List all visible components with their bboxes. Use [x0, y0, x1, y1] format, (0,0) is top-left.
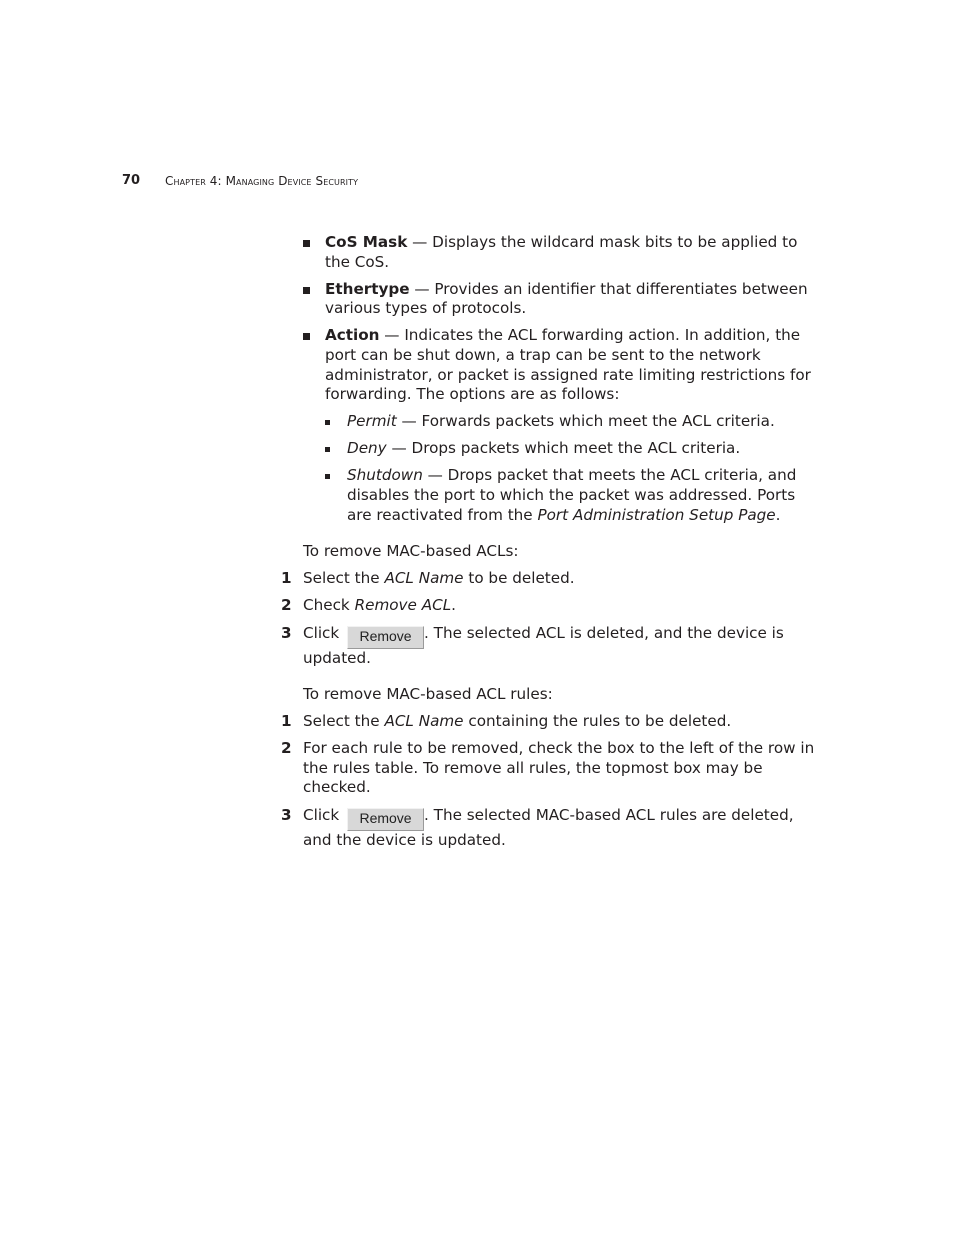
bullet-small-square-icon	[325, 447, 330, 452]
bullet-square-icon	[303, 240, 310, 247]
remove-acls-step-3	[281, 623, 823, 669]
bullet-small-square-icon	[325, 420, 330, 425]
field-desc: — Indicates the ACL forwarding action. In addition, the port can be shut down, a trap can be sent to the network administrator, or packet is assigned rate limiting restrictions for forwarding. The options are as follows:	[325, 326, 811, 404]
remove-acls-step-1	[281, 569, 823, 589]
step-text: Check	[303, 596, 355, 615]
action-options-list	[325, 412, 823, 525]
option-desc: — Drops packets which meet the ACL criteria.	[386, 439, 741, 458]
step-text: containing the rules to be deleted.	[463, 712, 732, 731]
step-text: For each rule to be removed, check the box to the left of the row in the rules table. To remove all rules, the topmost box may be checked.	[303, 739, 815, 797]
step-number: 1	[281, 569, 292, 588]
option-shutdown	[325, 466, 823, 525]
option-desc: — Drops packet that meets the ACL criteria, and disables the port to which the packet was addressed. Ports are reactivated from the	[347, 466, 797, 524]
remove-rules-intro: To remove MAC-based ACL rules:	[303, 685, 553, 704]
remove-button[interactable]: Remove	[347, 808, 424, 831]
step-text: .	[451, 596, 456, 615]
remove-rules-step-3	[281, 805, 823, 851]
field-term: Ethertype	[325, 279, 410, 298]
bullet-small-square-icon	[325, 474, 330, 479]
option-term: Shutdown	[347, 466, 423, 485]
option-desc: — Forwards packets which meet the ACL criteria.	[396, 412, 775, 431]
step-text: . The selected MAC-based ACL rules are deleted, and the device is updated.	[303, 805, 794, 849]
remove-rules-step-1	[281, 712, 823, 732]
bullet-square-icon	[303, 287, 310, 294]
chapter-title: Chapter 4: Managing Device Security	[165, 174, 359, 188]
field-desc: — Displays the wildcard mask bits to be applied to the CoS.	[325, 233, 798, 271]
step-emphasis: Remove ACL	[354, 596, 452, 615]
field-term: CoS Mask	[325, 233, 408, 251]
remove-button[interactable]: Remove	[347, 626, 424, 649]
step-text: . The selected ACL is deleted, and the device is updated.	[303, 623, 784, 667]
remove-rules-step-2	[281, 739, 823, 798]
option-permit	[325, 412, 823, 432]
page-number: 70	[122, 173, 141, 188]
option-term: Permit	[347, 412, 397, 431]
step-number: 1	[281, 712, 292, 731]
step-text: Select the	[303, 712, 385, 731]
field-item-action	[303, 326, 823, 525]
bullet-square-icon	[303, 333, 310, 340]
field-desc: — Provides an identifier that differentiates between various types of protocols.	[325, 279, 808, 318]
option-end: .	[775, 505, 781, 524]
step-emphasis: ACL Name	[384, 712, 464, 731]
remove-acls-step-2	[281, 596, 823, 616]
step-text: Click	[303, 805, 345, 824]
remove-acls-intro: To remove MAC-based ACLs:	[303, 542, 519, 561]
step-text: to be deleted.	[463, 569, 575, 588]
option-deny	[325, 439, 823, 459]
step-emphasis: ACL Name	[384, 569, 464, 588]
field-item-ethertype	[303, 280, 823, 319]
option-ref: Port Administration Setup Page	[537, 505, 776, 524]
step-number: 3	[281, 623, 292, 642]
step-text: Click	[303, 623, 345, 642]
page-content	[281, 233, 823, 858]
step-number: 3	[281, 805, 292, 824]
step-text: Select the	[303, 569, 385, 588]
step-number: 2	[281, 739, 292, 758]
field-item-cos-mask	[303, 233, 823, 272]
option-term: Deny	[347, 439, 387, 458]
page-header	[122, 171, 822, 191]
step-number: 2	[281, 596, 292, 615]
field-term: Action	[325, 326, 380, 345]
